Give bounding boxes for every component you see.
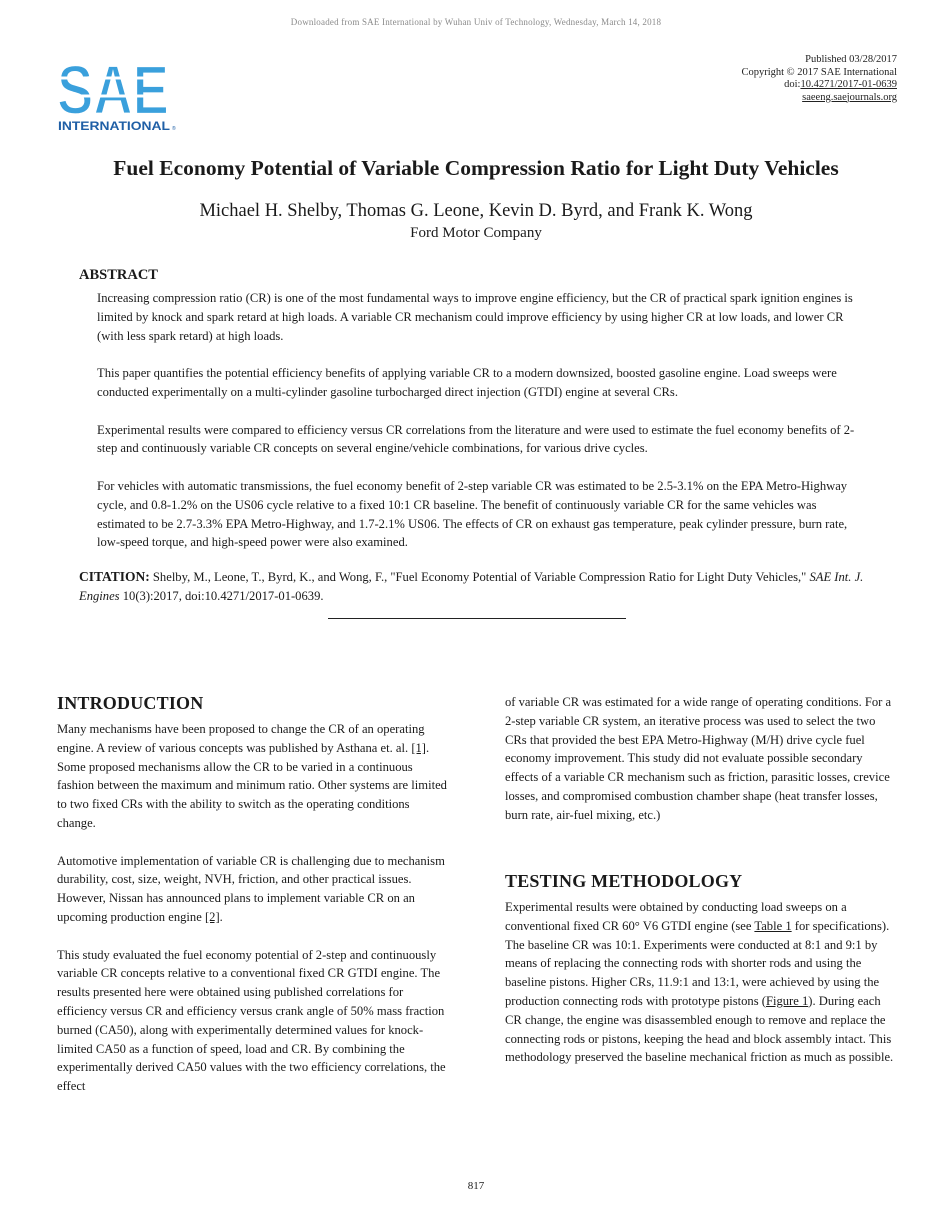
published-date: Published 03/28/2017 [805,54,897,65]
testing-paragraph: Experimental results were obtained by conducting load sweeps on a conventional fixed CR 60° V6 GTDI engine (see Table 1 for specifications). The baseline CR was 10:1. Experiments were conducted at 8:1 and 9:1 by means of replacing the connecting rods with shorter rods and using the baseline pistons. Higher CRs, 11.9:1 and 13:1, were achieved by using the production connecting rods with prototype pistons (Figure 1). During each CR change, the engine was disassembled enough to remove and replace the connecting rods or pistons, keeping the head and block assembly intact. This methodology preserved the baseline mechanical friction as much as possible. [505,900,894,1065]
doi-link[interactable]: 10.4271/2017-01-0639 [800,79,897,90]
doi-line: doi:10.4271/2017-01-0639 [784,79,897,90]
publication-info [741,54,897,104]
figure-1-link[interactable]: Figure 1 [765,993,809,1008]
table-1-link[interactable]: Table 1 [754,918,792,933]
intro-paragraph: Many mechanisms have been proposed to change the CR of an operating engine. A review of various concepts was published by Asthana et. al. [1]. Some proposed mechanisms allow the CR to be varied in a continuous fashion between the maximum and minimum ratio. Other systems are limited to two fixed CRs with the ability to switch as the operating conditions change. [57,722,447,830]
intro-paragraph: Automotive implementation of variable CR is challenging due to mechanism durability, cost, size, weight, NVH, friction, and other practical issues. However, Nissan has announced plans to implement variable CR on an upcoming production engine [2]. [57,853,445,924]
journal-name: SAE Int. J. Engines [79,570,864,603]
ref-1-link[interactable]: [1] [411,740,426,755]
journal-link[interactable]: saeeng.saejournals.org [802,91,897,103]
abstract-body [97,289,865,571]
left-column [57,720,449,1115]
testing-heading: TESTING METHODOLOGY [505,871,743,891]
abstract-paragraph: For vehicles with automatic transmissions, the fuel economy benefit of 2-step variable CR was estimated to be 2.5-3.1% on the EPA Metro-Highway cycle, and 0.8-1.2% on the US06 cycle relative to a fixed 10:1 CR baseline. The benefit of continuously variable CR for the same vehicles was estimated to be 2.7-3.3% EPA Metro-Highway, and 1.7-2.1% US06. The effects of CR on exhaust gas temperature, peak cylinder pressure, burn rate, low-speed torque, and high-speed power were also examined. [97,478,848,550]
citation-label: CITATION: [79,569,150,584]
abstract-paragraph: This paper quantifies the potential efficiency benefits of applying variable CR to a modern downsized, boosted gasoline engine. Load sweeps were conducted experimentally on a multi-cylinder gasoline turbocharged direct injection (GTDI) engine at several CRs. [97,366,837,399]
page-number: 817 [467,1180,485,1192]
citation: CITATION: Shelby, M., Leone, T., Byrd, K., and Wong, F., "Fuel Economy Potential of Variable Compression Ratio for Light Duty Vehicles," SAE Int. J. Engines 10(3):2017, doi:10.4271/2017-01-0639. [79,569,864,603]
affiliation: Ford Motor Company [410,225,542,241]
paper-title: Fuel Economy Potential of Variable Compression Ratio for Light Duty Vehicles [113,156,839,180]
right-column-top [505,693,899,843]
abstract-paragraph: Increasing compression ratio (CR) is one of the most fundamental ways to improve engine efficiency, but the CR of practical spark ignition engines is limited by knock and spark retard at high loads. A variable CR mechanism could improve efficiency by using higher CR at low loads, and lower CR (with less spark retard) at high loads. [97,291,853,343]
copyright: Copyright © 2017 SAE International [741,66,897,78]
introduction-heading: INTRODUCTION [57,693,204,713]
divider [328,618,626,619]
sae-logo-subtitle: INTERNATIONAL [58,121,170,133]
sae-logo-letters: SAE [57,56,169,129]
ref-2-link[interactable]: [2] [204,909,220,924]
intro-paragraph-continued: of variable CR was estimated for a wide range of operating conditions. For a 2-step variable CR system, an iterative process was used to select the two CRs that provided the best EPA Metro-Highway (M/H) drive cycle fuel economy improvement. This study did not evaluate possible secondary effects of a variable CR mechanism such as friction, parasitic losses, crevice losses, and compromised combustion chamber shape (heat transfer losses, burn rate, air-fuel mixing, etc.) [505,695,892,822]
sae-logo [57,56,179,134]
authors: Michael H. Shelby, Thomas G. Leone, Kevin D. Byrd, and Frank K. Wong [199,201,753,221]
download-notice: Downloaded from SAE International by Wuhan Univ of Technology, Wednesday, March 14, 2018 [290,17,662,27]
abstract-paragraph: Experimental results were compared to efficiency versus CR correlations from the literature and were used to estimate the fuel economy benefits of 2-step and continuously variable CR concepts on several engine/vehicle combinations, for various drive cycles. [97,422,855,456]
intro-paragraph: This study evaluated the fuel economy potential of 2-step and continuously variable CR concepts relative to a conventional fixed CR GTDI engine. The results presented here were obtained using published correlations for efficiency versus CR and efficiency versus crank angle of 50% mass fraction burned (CA50), along with experimentally determined values for knock-limited CA50 as a function of speed, load and CR. By combining the experimentally derived CA50 values with the two efficiency correlations, the effect [57,947,446,1094]
right-column-bottom [505,898,899,1086]
svg-text:®: ® [172,126,176,132]
abstract-heading: ABSTRACT [79,267,158,283]
